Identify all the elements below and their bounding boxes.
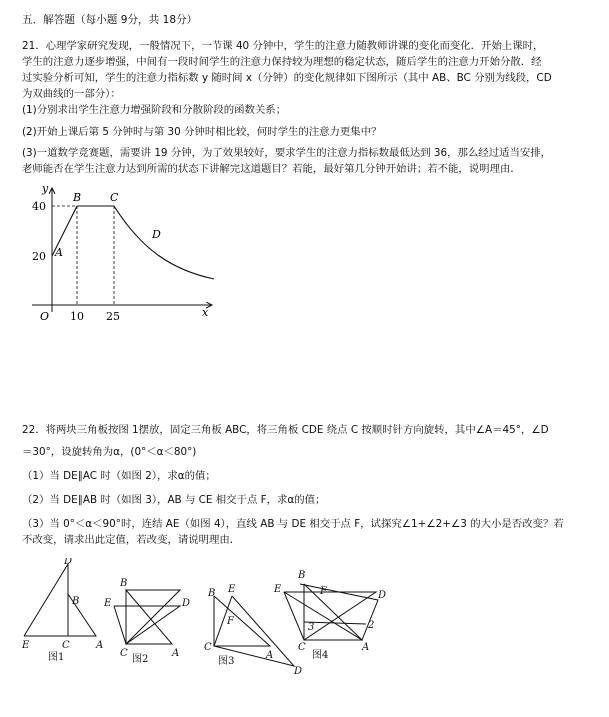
fig4-label-b: B	[298, 570, 306, 581]
fig3-label-b: B	[208, 588, 216, 599]
fig1-label-e: E	[22, 640, 30, 651]
fig4-label-f: F	[320, 586, 327, 597]
y-tick-20: 20	[32, 250, 46, 263]
figure-2	[114, 590, 180, 644]
figure-1	[24, 564, 96, 636]
y-tick-40: 40	[32, 200, 46, 213]
y-axis-label: y	[42, 184, 49, 195]
fig2-label-e: E	[104, 598, 112, 609]
fig2-caption: 图2	[132, 654, 149, 665]
fig2-label-a: A	[172, 648, 180, 659]
fig1-caption: 图1	[48, 652, 65, 663]
q22-part-3-line-2: 不改变，请求出此定值，若改变，请说明理由．	[22, 534, 241, 546]
fig2-label-b: B	[120, 578, 128, 589]
fig4-label-e: E	[274, 584, 282, 595]
origin-label: O	[40, 310, 50, 323]
figure-4	[284, 584, 378, 640]
fig1-label-d: D	[64, 558, 73, 567]
fig4-label-3: 3	[308, 622, 315, 633]
q21-part-2: (2)开始上课后第 5 分钟时与第 30 分钟时相比较，何时学生的注意力更集中？	[22, 126, 382, 138]
fig4-label-2: 2	[368, 620, 375, 631]
fig4-label-c: C	[298, 642, 306, 653]
fig4-label-d: D	[378, 590, 387, 601]
q21-part-3-line-1: (3)一道数学竞赛题，需要讲 19 分钟，为了效果较好，要求学生的注意力指标数最低达到 36，那么经过适当安排，	[22, 147, 552, 159]
q21-line-3: 过实验分析可知，学生的注意力指标数 y 随时间 x（分钟）的变化规律如下图所示（其中 AB、BC 分别为线段，CD	[22, 72, 552, 84]
fig1-label-c: C	[62, 640, 70, 651]
x-tick-10: 10	[70, 310, 84, 323]
fig3-label-c: C	[204, 642, 212, 653]
q22-part-1: （1）当 DE∥AC 时（如图 2），求α的值；	[22, 470, 216, 482]
point-d-label: D	[152, 228, 161, 241]
q22-figures	[22, 558, 412, 683]
fig3-label-a: A	[266, 650, 274, 661]
fig2-label-d: D	[182, 598, 191, 609]
q21-part-1: (1)分别求出学生注意力增强阶段和分散阶段的函数关系；	[22, 104, 287, 116]
fig4-label-a: A	[362, 642, 370, 653]
x-axis-label: x	[202, 306, 209, 319]
x-tick-25: 25	[106, 310, 120, 323]
fig1-label-b: B	[72, 596, 80, 607]
q21-attention-graph	[22, 184, 222, 324]
fig1-label-a: A	[96, 640, 104, 651]
fig4-caption: 图4	[312, 650, 329, 661]
fig2-label-c: C	[120, 648, 128, 659]
fig3-label-d: D	[294, 666, 303, 677]
q22-part-3-line-1: （3）当 0°＜α＜90°时，连结 AE（如图 4），直线 AB 与 DE 相交于点 F，试探究∠1+∠2+∠3 的大小是否改变？若	[22, 518, 564, 530]
fig3-caption: 图3	[218, 656, 235, 667]
fig3-label-e: E	[228, 584, 236, 595]
point-c-label: C	[110, 191, 119, 204]
section-header: 五．解答题（每小题 9分，共 18分）	[22, 14, 198, 26]
q21-line-1: 21．心理学家研究发现，一般情况下，一节课 40 分钟中，学生的注意力随教师讲课的变化而变化．开始上课时，	[22, 40, 544, 52]
point-a-label: A	[55, 246, 63, 259]
q22-line-2: ＝30°，设旋转角为α，(0°＜α＜80°)	[22, 446, 197, 458]
q21-part-3-line-2: 老师能否在学生注意力达到所需的状态下讲解完这道题目？若能，最好第几分钟开始讲；若不能，说明理由．	[22, 163, 521, 175]
curve-cd	[114, 206, 214, 279]
q21-line-4: 为双曲线的一部分）：	[22, 88, 121, 100]
fig3-label-f: F	[227, 616, 234, 627]
q22-part-2: （2）当 DE∥AB 时（如图 3），AB 与 CE 相交于点 F，求α的值；	[22, 494, 326, 506]
q22-line-1: 22．将两块三角板按图 1摆放，固定三角板 ABC，将三角板 CDE 绕点 C 按顺时针方向旋转，其中∠A＝45°，∠D	[22, 424, 549, 436]
q21-line-2: 学生的注意力逐步增强，中间有一段时间学生的注意力保持较为理想的稳定状态，随后学生的注意力开始分散．经	[22, 56, 542, 68]
point-b-label: B	[73, 191, 82, 204]
